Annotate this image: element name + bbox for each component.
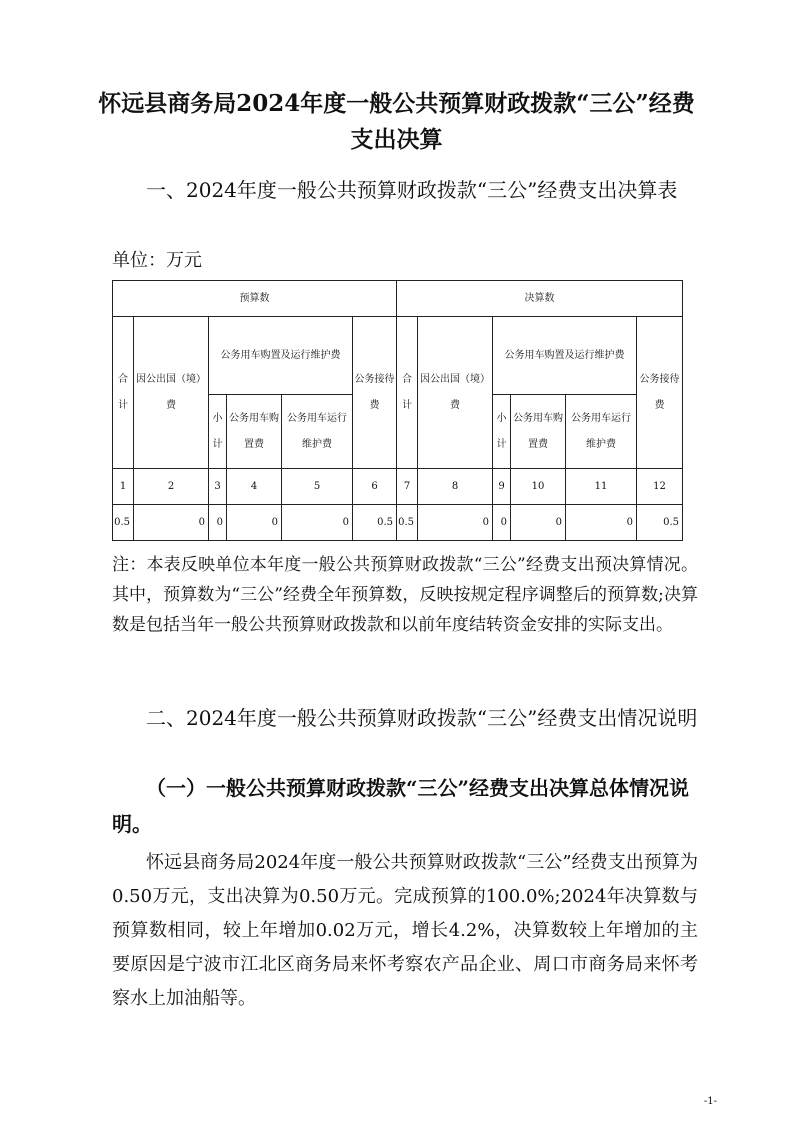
col-number: 11 <box>566 469 637 505</box>
value-cell: 0 <box>418 505 493 541</box>
col-number: 6 <box>353 469 397 505</box>
col-number: 10 <box>511 469 566 505</box>
three-public-expenses-table <box>112 280 683 541</box>
unit-label: 单位：万元 <box>112 250 202 271</box>
value-cell: 0 <box>282 505 353 541</box>
budget-operation-header: 公务用车运行维护费 <box>282 395 353 469</box>
value-cell: 0 <box>511 505 566 541</box>
final-operation-header: 公务用车运行维护费 <box>566 395 637 469</box>
budget-subtotal-header: 小计 <box>209 395 227 469</box>
page-number: -1- <box>703 1096 717 1107</box>
col-number: 4 <box>227 469 282 505</box>
value-cell: 0.5 <box>353 505 397 541</box>
value-cell: 0.5 <box>113 505 134 541</box>
subsection-1-heading: （一）一般公共预算财政拨款“三公”经费支出决算总体情况说明。 <box>112 776 690 836</box>
value-cell: 0 <box>134 505 209 541</box>
value-cell: 0 <box>227 505 282 541</box>
col-number: 2 <box>134 469 209 505</box>
table-note: 注：本表反映单位本年度一般公共预算财政拨款“三公”经费支出预决算情况。其中，预算数为“三公”经费全年预算数，反映按规定程序调整后的预算数;决算数是包括当年一般公共预算财政拨款和以前年度结转资金安排的实际支出。 <box>112 555 698 635</box>
col-number: 3 <box>209 469 227 505</box>
budget-abroad-header: 因公出国（境）费 <box>134 317 209 469</box>
col-number: 7 <box>397 469 418 505</box>
final-total-header: 合计 <box>397 317 418 469</box>
final-subtotal-header: 小计 <box>493 395 511 469</box>
final-abroad-header: 因公出国（境）费 <box>418 317 493 469</box>
col-number: 8 <box>418 469 493 505</box>
value-cell: 0 <box>566 505 637 541</box>
section-1-heading: 一、2024年度一般公共预算财政拨款“三公”经费支出决算表 <box>146 178 678 202</box>
budget-purchase-header: 公务用车购置费 <box>227 395 282 469</box>
col-number: 12 <box>637 469 683 505</box>
final-purchase-header: 公务用车购置费 <box>511 395 566 469</box>
col-number: 5 <box>282 469 353 505</box>
budget-reception-header: 公务接待费 <box>353 317 397 469</box>
final-header: 决算数 <box>397 281 683 317</box>
budget-header: 预算数 <box>113 281 397 317</box>
summary-paragraph: 怀远县商务局2024年度一般公共预算财政拨款“三公”经费支出预算为0.50万元，支出决算为0.50万元。完成预算的100.0%;2024年决算数与预算数相同，较上年增加0.02万元，增长4.2%，决算数较上年增加的主要原因是宁波市江北区商务局来怀考察农产品企业、周口市商务局来怀考察水上加油船等。 <box>112 852 698 1009</box>
value-cell: 0.5 <box>637 505 683 541</box>
col-number: 1 <box>113 469 134 505</box>
final-reception-header: 公务接待费 <box>637 317 683 469</box>
budget-total-header: 合计 <box>113 317 134 469</box>
value-cell: 0.5 <box>397 505 418 541</box>
value-cell: 0 <box>209 505 227 541</box>
value-cell: 0 <box>493 505 511 541</box>
document-title: 怀远县商务局2024年度一般公共预算财政拨款“三公”经费支出决算 <box>98 90 695 153</box>
budget-vehicle-header: 公务用车购置及运行维护费 <box>209 317 353 395</box>
final-vehicle-header: 公务用车购置及运行维护费 <box>493 317 637 395</box>
section-2-heading: 二、2024年度一般公共预算财政拨款“三公”经费支出情况说明 <box>146 706 698 730</box>
col-number: 9 <box>493 469 511 505</box>
